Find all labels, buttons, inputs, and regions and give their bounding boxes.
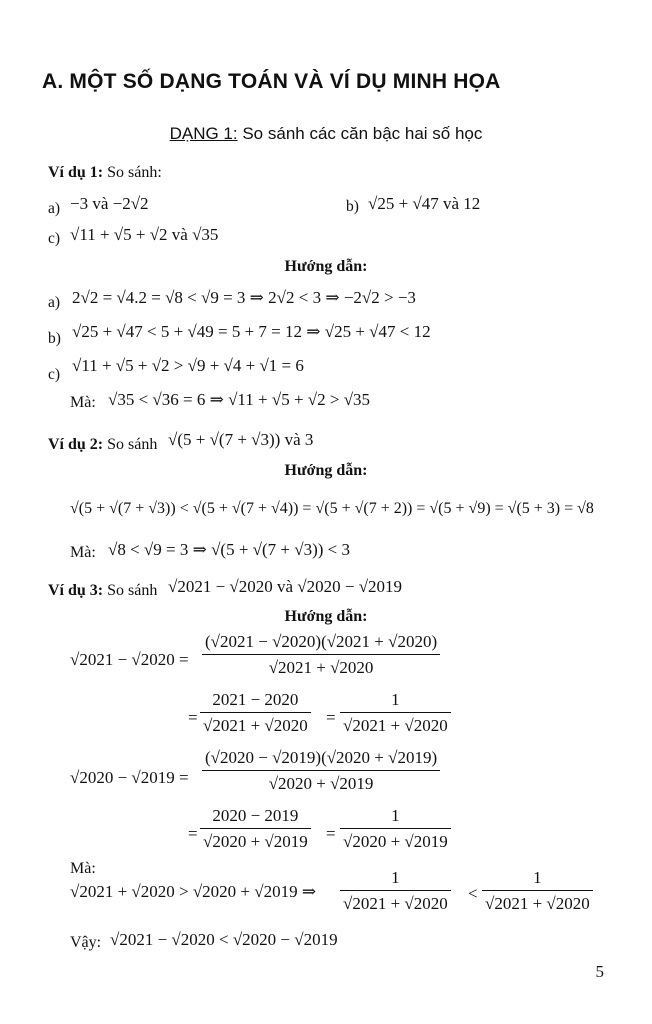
vd3-line4-num2: 1: [391, 806, 400, 825]
part-a-label: a): [48, 200, 61, 217]
vd3-line2-eq2: =: [326, 708, 336, 727]
vd3-line1-lhs: √2021 − √2020 =: [70, 650, 189, 669]
subsection-title: [0, 124, 652, 144]
vd3-line2-den2: √2021 + √2020: [340, 712, 451, 736]
vd3-ma-frac2: [482, 868, 593, 914]
vd3-ma-num2: 1: [533, 868, 542, 887]
vd3-line3-lhs: √2020 − √2019 =: [70, 768, 189, 787]
vd3-line1-frac: [202, 632, 440, 678]
example-2-radical: √(5 + √(7 + √3)): [168, 430, 281, 449]
vd3-ma-label: Mà:: [70, 860, 96, 877]
example-2-sol1: √(5 + √(7 + √3)) < √(5 + √(7 + √4)) = √(5 + √(7 + 2)) = √(5 + √9) = √(5 + 3) = √8: [70, 500, 594, 517]
vd3-line4-den2: √2020 + √2019: [340, 828, 451, 852]
sol-a-label: a): [48, 294, 61, 311]
vd3-line4-den: √2020 + √2019: [200, 828, 311, 852]
vd3-ma-num1: 1: [391, 868, 400, 887]
part-c-label: c): [48, 230, 61, 247]
vd3-ma-den2: √2021 + √2020: [482, 890, 593, 914]
sol-c2-label: Mà:: [70, 394, 96, 411]
vd3-line3-frac: [202, 748, 440, 794]
vd3-line4-eq2: =: [326, 824, 336, 843]
example-1-label: Ví dụ 1:: [48, 164, 104, 181]
vd3-line2-num2: 1: [391, 690, 400, 709]
example-2-label: Ví dụ 2:: [48, 436, 104, 453]
sol-a: 2√2 = √4.2 = √8 < √9 = 3 ⇒ 2√2 < 3 ⇒ −2√2 > −3: [72, 288, 416, 307]
section-heading: A. MỘT SỐ DẠNG TOÁN VÀ VÍ DỤ MINH HỌA: [42, 70, 501, 93]
vd3-vay: √2021 − √2020 < √2020 − √2019: [110, 930, 338, 949]
vd3-vay-label: Vậy:: [70, 934, 102, 951]
guide-heading-3: Hướng dẫn:: [284, 608, 368, 625]
part-b-label: b): [346, 198, 359, 215]
page-number: 5: [595, 962, 604, 981]
example-2-sol2-label: Mà:: [70, 544, 96, 561]
example-1-intro: So sánh:: [103, 164, 162, 181]
guide-heading-1: Hướng dẫn:: [284, 258, 368, 275]
vd3-line2-eq: =: [188, 708, 198, 727]
vd3-line2-den: √2021 + √2020: [200, 712, 311, 736]
vd3-line4-frac2: [340, 806, 451, 852]
example-3-label: Ví dụ 3:: [48, 582, 104, 599]
example-2-title: [48, 436, 157, 454]
example-2-sol2: √8 < √9 = 3 ⇒ √(5 + √(7 + √3)) < 3: [108, 540, 350, 559]
sol-b-label: b): [48, 330, 61, 347]
vd3-line2-frac1: [200, 690, 311, 736]
vd3-line2-num: 2021 − 2020: [212, 690, 299, 709]
vd3-line1-num: (√2021 − √2020)(√2021 + √2020): [205, 632, 438, 651]
example-3-title: [48, 582, 157, 600]
example-2-expr: [168, 430, 313, 450]
dang-label: DẠNG 1:: [169, 124, 238, 143]
sol-c-label: c): [48, 366, 61, 383]
vd3-line2-frac2: [340, 690, 451, 736]
example-3-expr: √2021 − √2020 và √2020 − √2019: [168, 577, 403, 596]
vd3-ma-lt: <: [468, 884, 478, 903]
dang-title: So sánh các căn bậc hai số học: [237, 124, 483, 143]
vd3-line1-den: √2021 + √2020: [202, 654, 440, 678]
vd3-line4-eq: =: [188, 824, 198, 843]
part-c-text: √11 + √5 + √2 và √35: [70, 225, 219, 244]
vd3-line4-frac1: [200, 806, 311, 852]
sol-b: √25 + √47 < 5 + √49 = 5 + 7 = 12 ⇒ √25 + √47 < 12: [72, 322, 431, 341]
vd3-line3-num: (√2020 − √2019)(√2020 + √2019): [205, 748, 438, 767]
example-2-tail: và 3: [280, 430, 314, 449]
example-2-intro: So sánh: [103, 436, 158, 453]
vd3-line4-num: 2020 − 2019: [212, 806, 299, 825]
vd3-ma-frac1: [340, 868, 451, 914]
example-3-intro: So sánh: [103, 582, 158, 599]
vd3-ma-lhs: √2021 + √2020 > √2020 + √2019 ⇒: [70, 882, 317, 901]
part-a-text: −3 và −2√2: [70, 194, 149, 213]
vd3-ma-den1: √2021 + √2020: [340, 890, 451, 914]
sol-c: √11 + √5 + √2 > √9 + √4 + √1 = 6: [72, 356, 304, 375]
example-1-title: [48, 164, 162, 182]
guide-heading-2: Hướng dẫn:: [284, 462, 368, 479]
vd3-line3-den: √2020 + √2019: [202, 770, 440, 794]
part-b-text: √25 + √47 và 12: [368, 194, 481, 213]
sol-c2: √35 < √36 = 6 ⇒ √11 + √5 + √2 > √35: [108, 390, 371, 409]
